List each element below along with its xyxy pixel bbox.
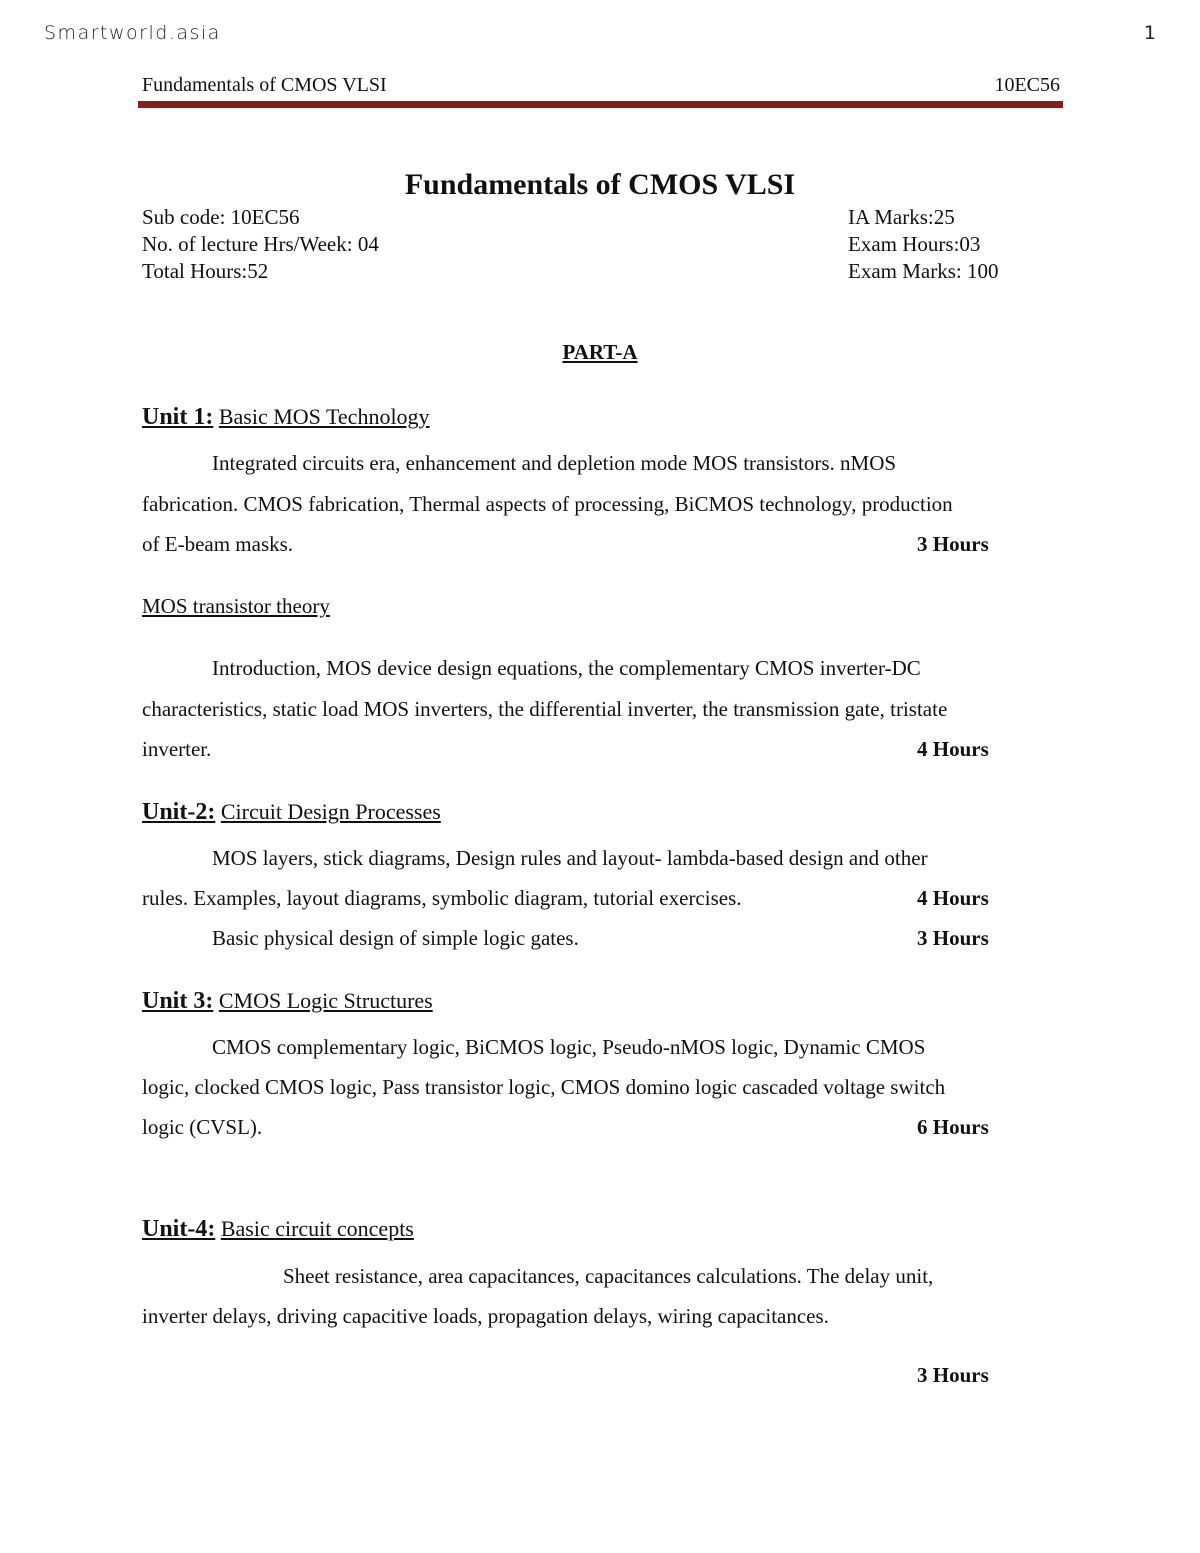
- part-heading: PART-A: [562, 340, 638, 364]
- unit1-line: fabrication. CMOS fabrication, Thermal aspects of processing, BiCMOS technology, production: [142, 492, 953, 516]
- unit3-label: Unit 3:: [142, 988, 214, 1014]
- total-hours: Total Hours:52: [142, 259, 269, 283]
- unit3-title: CMOS Logic Structures: [218, 988, 433, 1013]
- watermark-text: Smartworld.asia: [44, 22, 221, 44]
- unit1-title: Basic MOS Technology: [218, 404, 430, 429]
- ia-marks: IA Marks:25: [848, 205, 955, 229]
- page-number: 1: [1143, 22, 1156, 44]
- unit2-title: Circuit Design Processes: [220, 799, 441, 824]
- running-header-title: Fundamentals of CMOS VLSI: [142, 74, 387, 96]
- exam-hours: Exam Hours:03: [848, 232, 981, 256]
- mos-theory-hours: 4 Hours: [917, 737, 989, 761]
- unit4-heading: [142, 1216, 414, 1243]
- unit3-hours: 6 Hours: [917, 1115, 989, 1139]
- unit3-line: CMOS complementary logic, BiCMOS logic, Pseudo-nMOS logic, Dynamic CMOS: [212, 1035, 926, 1059]
- unit2-label: Unit-2:: [142, 799, 216, 825]
- unit2-heading: [142, 799, 441, 826]
- unit4-line: Sheet resistance, area capacitances, capacitances calculations. The delay unit,: [283, 1264, 934, 1288]
- mos-theory-line: Introduction, MOS device design equations, the complementary CMOS inverter-DC: [212, 656, 921, 680]
- unit1-heading: [142, 404, 430, 431]
- unit3-line: logic, clocked CMOS logic, Pass transistor logic, CMOS domino logic cascaded voltage switch: [142, 1075, 946, 1099]
- unit1-hours: 3 Hours: [917, 532, 989, 556]
- unit2-hours: 3 Hours: [917, 926, 989, 950]
- unit4-line: inverter delays, driving capacitive loads, propagation delays, wiring capacitances.: [142, 1304, 829, 1328]
- running-header-code: 10EC56: [994, 74, 1060, 96]
- unit1-label: Unit 1:: [142, 404, 214, 430]
- page-title: Fundamentals of CMOS VLSI: [404, 168, 796, 201]
- mos-theory-heading: MOS transistor theory: [142, 594, 330, 618]
- exam-marks: Exam Marks: 100: [848, 259, 999, 283]
- unit2-line: MOS layers, stick diagrams, Design rules and layout- lambda-based design and other: [212, 846, 928, 870]
- sub-code: Sub code: 10EC56: [142, 205, 300, 229]
- unit2-line: rules. Examples, layout diagrams, symbolic diagram, tutorial exercises.: [142, 886, 742, 910]
- mos-theory-line: characteristics, static load MOS inverters, the differential inverter, the transmission gate, tristate: [142, 697, 948, 721]
- unit3-heading: [142, 988, 433, 1015]
- unit1-line: of E-beam masks.: [142, 532, 294, 556]
- header-rule: [138, 101, 1063, 108]
- unit2-hours: 4 Hours: [917, 886, 989, 910]
- lecture-hours: No. of lecture Hrs/Week: 04: [142, 232, 379, 256]
- unit2-line: Basic physical design of simple logic gates.: [212, 926, 579, 950]
- unit4-hours: 3 Hours: [917, 1363, 989, 1387]
- unit3-line: logic (CVSL).: [142, 1115, 263, 1139]
- unit4-label: Unit-4:: [142, 1216, 216, 1242]
- unit1-line: Integrated circuits era, enhancement and depletion mode MOS transistors. nMOS: [212, 451, 897, 475]
- mos-theory-line: inverter.: [142, 737, 212, 761]
- unit4-title: Basic circuit concepts: [220, 1216, 414, 1241]
